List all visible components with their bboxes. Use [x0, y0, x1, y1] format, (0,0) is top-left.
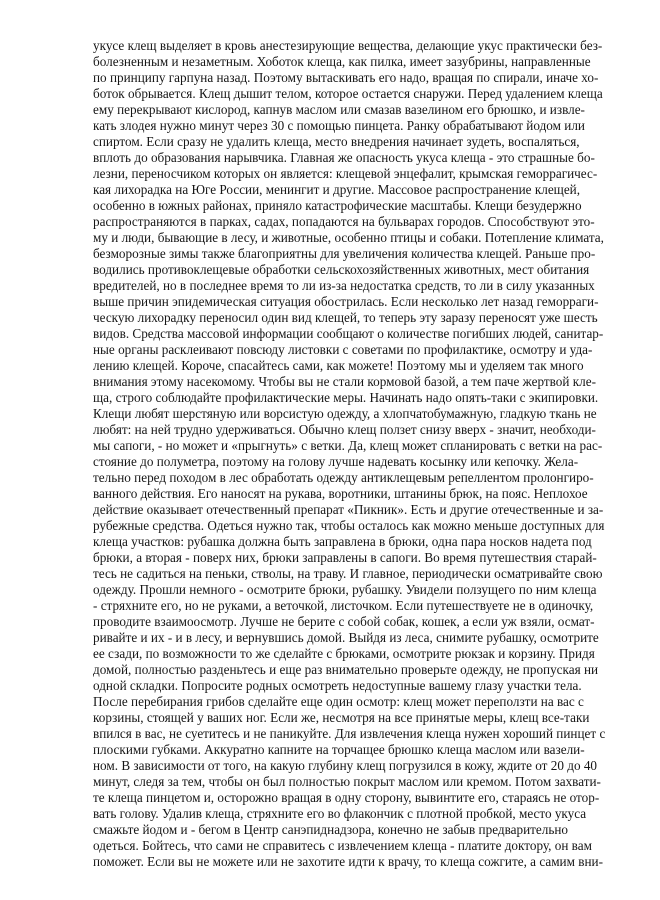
text-line: водились противоклещевые обработки сельскохозяйственных животных, мест обитания — [93, 262, 590, 277]
text-line: вать голову. Удалив клеща, стряхните его во флакончик с плотной пробкой, место укуса — [93, 806, 587, 821]
text-line: одеться. Бойтесь, что сами не справитесь с извлечением клеща - платите доктору, он вам — [93, 838, 592, 853]
text-line: видов. Средства массовой информации сообщают о количестве погибших людей, санитар- — [93, 326, 604, 341]
text-line: выше причин эпидемическая ситуация обострилась. Если несколько лет назад геморраги- — [93, 294, 599, 309]
text-line: одной складки. Попросите родных осмотреть недоступные вашему глазу участки тела. — [93, 678, 582, 693]
text-line: тесь не садиться на пеньки, стволы, на траву. И главное, периодически осматривайте свою — [93, 566, 603, 581]
text-line: брюки, а вторая - поверх них, брюки заправлены в сапоги. Во время путешествия старай- — [93, 550, 597, 565]
text-line: ему перекрывают кислород, капнув маслом или смазав вазелином его брюшко, и извле- — [93, 102, 585, 117]
text-line: впился в вас, не суетитесь и не паникуйте. Для извлечения клеща нужен хороший пинцет с — [93, 726, 606, 741]
text-line: лению клещей. Короче, спасайтесь сами, как можете! Поэтому мы и уделяем так много — [93, 358, 584, 373]
body-text — [93, 38, 621, 870]
text-line: боток обрывается. Клещ дышит телом, которое остается снаружи. Перед удалением клеща — [93, 86, 603, 101]
text-line: клеща участков: рубашка должна быть заправлена в брюки, одна пара носков надета под — [93, 534, 592, 549]
text-line: болезненным и незаметным. Хоботок клеща, как пилка, имеет зазубрины, направленные — [93, 54, 591, 69]
text-line: действие оказывает отечественный препарат «Пикник». Есть и другие отечественные и за- — [93, 502, 604, 517]
text-line: безморозные зимы также благоприятны для увеличения количества клещей. Раньше про- — [93, 246, 596, 261]
text-line: домой, полностью разденьтесь и еще раз внимательно проверьте одежду, не пропуская ни — [93, 662, 599, 677]
text-line: вредителей, но в последнее время то ли из-за недостатка средств, то ли в силу указанных — [93, 278, 595, 293]
text-line: те клеща пинцетом и, осторожно вращая в одну сторону, вывинтите его, стараясь не отор- — [93, 790, 600, 805]
text-line: смажьте йодом и - бегом в Центр санэпиднадзора, конечно не забыв предварительно — [93, 822, 569, 837]
text-line: кать злодея нужно минут через 30 с помощью пинцета. Ранку обрабатывают йодом или — [93, 118, 585, 133]
text-line: тельно перед походом в лес обработать одежду антиклещевым репеллентом пролонгиро- — [93, 470, 594, 485]
text-line: ее сзади, по возможности то же сделайте с брюками, осмотрите рюкзак и корзину. Придя — [93, 646, 595, 661]
text-line: по принципу гарпуна назад. Поэтому вытаскивать его надо, вращая по спирали, иначе хо- — [93, 70, 599, 85]
text-line: внимания этому насекомому. Чтобы вы не стали кормовой базой, а тем паче жертвой клe- — [93, 374, 596, 389]
text-line: ческую лихорадку переносил один вид клещей, то теперь эту заразу переносят уже шесть — [93, 310, 598, 325]
text-line: кая лихорадка на Юге России, менингит и другие. Массовое распространение клещей, — [93, 182, 581, 197]
text-line: корзины, стоящей у ваших ног. Если же, несмотря на все принятые меры, клещ все-таки — [93, 710, 590, 725]
text-line: - стряхните его, но не руками, а веточкой, листочком. Если путешествуете не в одиночку, — [93, 598, 594, 613]
text-line: минут, следя за тем, чтобы он был полностью покрыт маслом или кремом. Потом захвати- — [93, 774, 601, 789]
text-line: После перебирания грибов сделайте еще один осмотр: клещ может переползти на вас с — [93, 694, 584, 709]
text-line: ривайте и их - и в лесу, и вернувшись домой. Выйдя из леса, снимите рубашку, осмотрите — [93, 630, 599, 645]
text-line: поможет. Если вы не можете или не захотите идти к врачу, то клеща сожгите, а самим вни- — [93, 854, 603, 869]
text-line: любят: на ней трудно удерживаться. Обычно клещ ползет снизу вверх - значит, необходи- — [93, 422, 596, 437]
text-line: проводите взаимоосмотр. Лучше не берите с собой собак, кошек, а если уж взяли, осмат- — [93, 614, 595, 629]
text-line: Клещи любят шерстяную или ворсистую одежду, а хлопчатобумажную, гладкую ткань не — [93, 406, 597, 421]
text-line: особенно в южных районах, приняло катастрофические масштабы. Клещи безудержно — [93, 198, 582, 213]
text-line: рубежные средства. Одеться нужно так, чтобы осталось как можно меньше доступных для — [93, 518, 605, 533]
text-line: стояние до полуметра, поэтому на голову лучше надевать косынку или кепочку. Жела- — [93, 454, 579, 469]
text-line: распространяются в парках, садах, попадаются на бульварах городов. Способствуют это- — [93, 214, 595, 229]
text-line: вплоть до образования нарывчика. Главная же опасность укуса клеща - это страшные бо- — [93, 150, 595, 165]
text-line: ные органы расклеивают повсюду листовки с советами по профилактике, осмотру и уда- — [93, 342, 593, 357]
text-line: мы сапоги, - но может и «прыгнуть» с ветки. Да, клещ может спланировать с ветки на рас- — [93, 438, 603, 453]
text-line: ща, строго соблюдайте профилактические меры. Начинать надо опять-таки с экипировки. — [93, 390, 599, 405]
text-line: одежду. Прошли немного - осмотрите брюки, рубашку. Увидели ползущего по ним клеща — [93, 582, 597, 597]
text-line: му и люди, бывающие в лесу, и животные, особенно птицы и собаки. Потепление климата, — [93, 230, 604, 245]
text-line: укусе клещ выделяет в кровь анестезирующие вещества, делающие укус практически без- — [93, 38, 603, 53]
text-line: спиртом. Если сразу не удалить клеща, место внедрения начинает зудеть, воспаляться, — [93, 134, 580, 149]
text-line: ванного действия. Его наносят на рукава, воротники, штанины брюк, на пояс. Неплохое — [93, 486, 588, 501]
text-line: плоскими губками. Аккуратно капните на торчащее брюшко клеща маслом или вазели- — [93, 742, 585, 757]
text-line: лезни, переносчиком которых он является: клещевой энцефалит, крымская геморрагичес- — [93, 166, 598, 181]
text-line: ном. В зависимости от того, на какую глубину клещ погрузился в кожу, ждите от 20 до 40 — [93, 758, 598, 773]
